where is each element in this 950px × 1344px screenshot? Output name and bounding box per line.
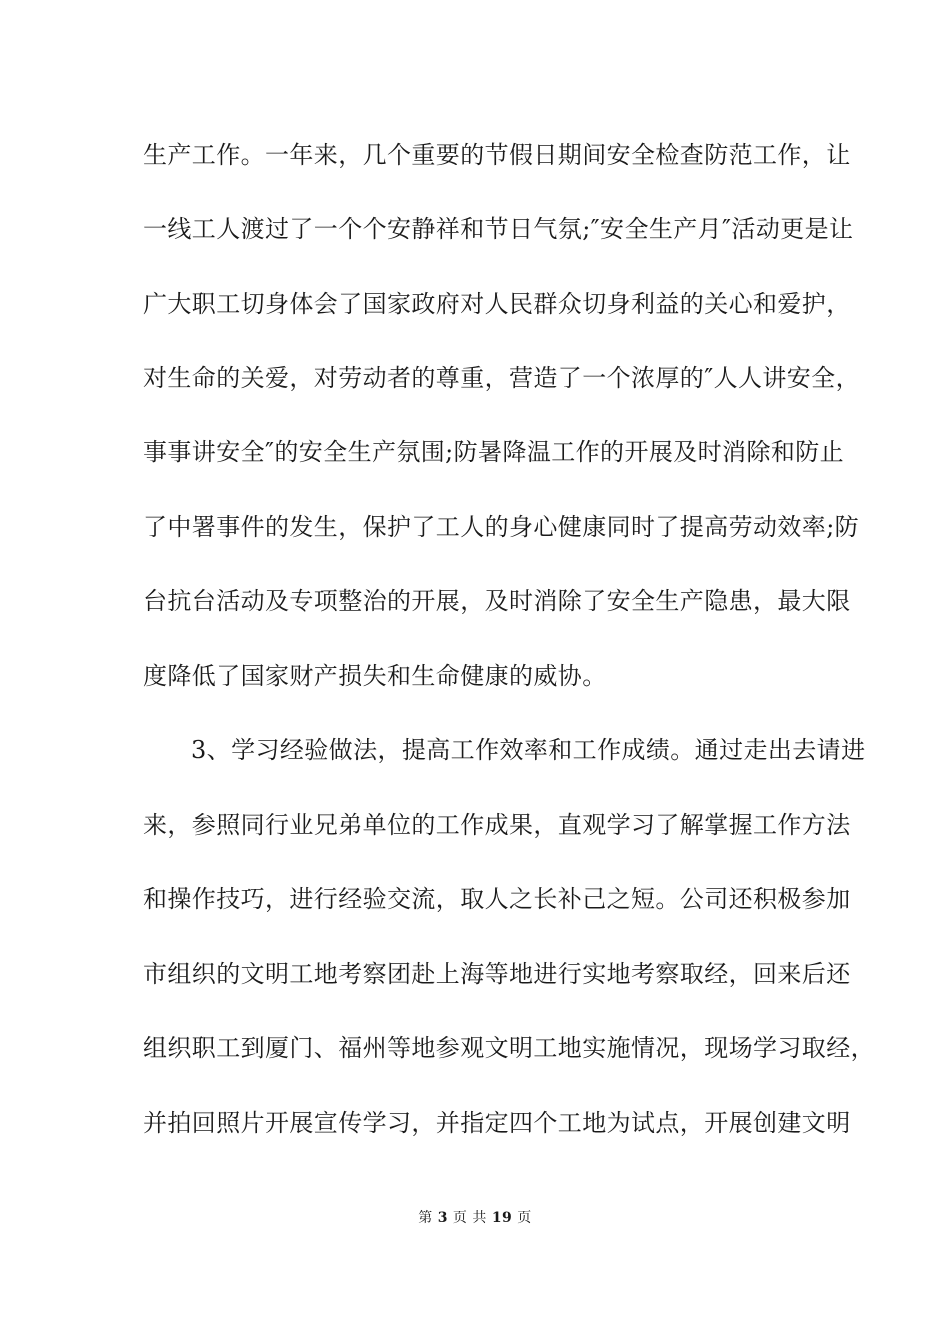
body-line-7: 台抗台活动及专项整治的开展，及时消除了安全生产隐患，最大限 [143, 587, 851, 615]
footer-prefix: 第 [418, 1210, 433, 1226]
body-line-12: 市组织的文明工地考察团赴上海等地进行实地考察取经，回来后还 [143, 960, 851, 988]
body-line-10: 来，参照同行业兄弟单位的工作成果，直观学习了解掌握工作方法 [143, 811, 851, 839]
footer-suffix: 页 [517, 1210, 532, 1226]
body-line-4: 对生命的关爱，对劳动者的尊重，营造了一个浓厚的″人人讲安全， [143, 364, 860, 392]
body-line-5: 事事讲安全″的安全生产氛围;防暑降温工作的开展及时消除和防止 [143, 438, 845, 466]
body-line-14: 并拍回照片开展宣传学习，并指定四个工地为试点，开展创建文明 [143, 1109, 851, 1137]
body-line-1: 生产工作。一年来，几个重要的节假日期间安全检查防范工作，让 [143, 141, 851, 169]
body-line-6: 了中署事件的发生，保护了工人的身心健康同时了提高劳动效率;防 [143, 513, 860, 541]
body-line-11: 和操作技巧，进行经验交流，取人之长补己之短。公司还积极参加 [143, 885, 851, 913]
body-line-13: 组织职工到厦门、福州等地参观文明工地实施情况，现场学习取经， [143, 1034, 875, 1062]
page-footer [0, 1208, 950, 1228]
body-line-3: 广大职工切身体会了国家政府对人民群众切身利益的关心和爱护， [143, 290, 851, 318]
body-line-9: 3、学习经验做法，提高工作效率和工作成绩。通过走出去请进 [191, 736, 866, 764]
body-line-8: 度降低了国家财产损失和生命健康的威协。 [143, 662, 607, 690]
total-pages-number: 19 [491, 1210, 513, 1226]
footer-middle: 页 共 [452, 1210, 487, 1226]
body-line-2: 一线工人渡过了一个个安静祥和节日气氛;″安全生产月″活动更是让 [143, 215, 854, 243]
current-page-number: 3 [437, 1210, 448, 1226]
